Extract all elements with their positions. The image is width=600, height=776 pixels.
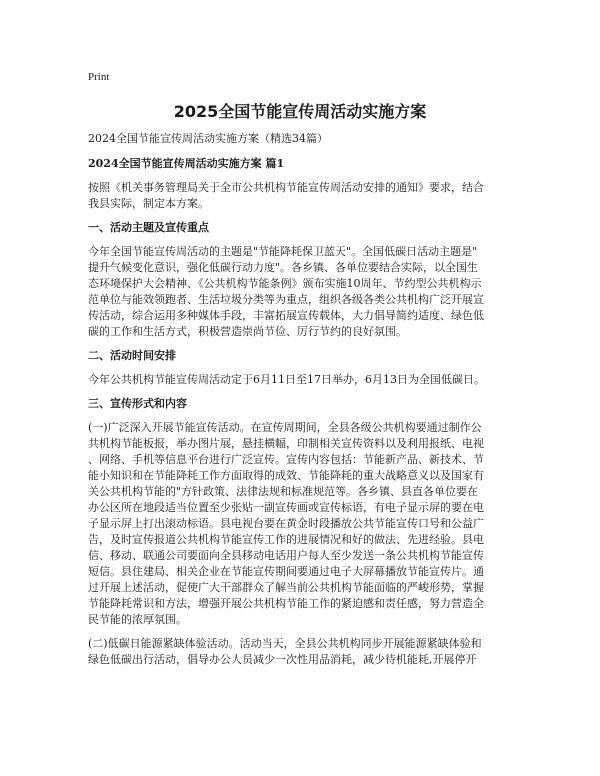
paragraph-line: 能小知识和在节能降耗工作方面取得的成效、节能降耗的重大战略意义以及国家有 <box>88 469 484 482</box>
paragraph-line: 信、移动、联通公司要面向全县移动电话用户每人至少发送一条公共机构节能宣传 <box>88 549 484 562</box>
section-paragraph <box>88 636 512 668</box>
paragraph-line: 范单位与能效领跑者、生活垃圾分类等为重点，组织各级各类公共机构广泛开展宣 <box>88 293 484 306</box>
document-subtitle: 2024全国节能宣传周活动实施方案（精选34篇） <box>88 132 328 145</box>
section-heading: 三、宣传形式和内容 <box>88 397 187 410</box>
section-heading: 二、活动时间安排 <box>88 349 176 362</box>
intro-line: 按照《机关事务管理局关于全市公共机构节能宣传周活动安排的通知》要求，结合 <box>88 181 484 194</box>
section-heading: 一、活动主题及宣传重点 <box>88 221 209 234</box>
paragraph-line: 共机构节能板报，举办图片展，悬挂横幅，印制相关宣传资料以及利用报纸、电视 <box>88 437 484 450</box>
paragraph-line: 过开展上述活动，促使广大干部群众了解当前公共机构节能面临的严峻形势，掌握 <box>88 581 484 594</box>
paragraph-line: 提升气候变化意识，强化低碳行动力度"。各乡镇、各单位要结合实际，以全国生 <box>88 261 479 274</box>
paragraph-line: 关公共机构节能的"方针政策、法律法规和标准规范等。各乡镇、县直各单位要在 <box>88 485 479 498</box>
paragraph-line: 绿色低碳出行活动，倡导办公人员减少一次性用品消耗，减少待机能耗,开展停开 <box>88 653 477 666</box>
paragraph-line: (一)广泛深入开展节能宣传活动。在宣传周期间，全县各级公共机构要通过制作公 <box>88 421 482 434</box>
paragraph-line: 今年全国节能宣传周活动的主题是"节能降耗保卫蓝天"。全国低碳日活动主题是" <box>88 245 478 258</box>
paragraph-line: 态环境保护大会精神、《公共机构节能条例》颁布实施10周年、节约型公共机构示 <box>88 277 482 290</box>
section-paragraph <box>88 420 512 628</box>
paragraph-line: 今年公共机构节能宣传周活动定于6月11日至17日举办，6月13日为全国低碳日。 <box>88 373 485 386</box>
paragraph-line: 碳的工作和生活方式，积极营造崇尚节俭、厉行节约的良好氛围。 <box>88 325 407 338</box>
section-paragraph <box>88 372 512 388</box>
page-title: 2025全国节能宣传周活动实施方案 <box>173 102 427 121</box>
section-paragraph <box>88 244 512 340</box>
paragraph-line: 告，及时宣传报道公共机构节能宣传工作的进展情况和好的做法、先进经验。县电 <box>88 533 484 546</box>
paragraph-line: 民节能的浓厚氛围。 <box>88 613 187 626</box>
paragraph-line: 传活动，综合运用多种媒体手段，丰富拓展宣传载体，大力倡导简约适度、绿色低 <box>88 309 484 322</box>
print-link[interactable]: Print <box>88 71 110 83</box>
intro-paragraph <box>88 180 512 212</box>
document-body <box>88 131 512 676</box>
paragraph-line: 办公区所在地段适当位置至少张贴一副宣传画或宣传标语，有电子显示屏的要在电 <box>88 501 484 514</box>
paragraph-line: (二)低碳日能源紧缺体验活动。活动当天，全县公共机构同步开展能源紧缺体验和 <box>88 637 482 650</box>
article-heading: 2024全国节能宣传周活动实施方案 篇1 <box>88 157 285 170</box>
paragraph-line: 子显示屏上打出滚动标语。县电视台要在黄金时段播放公共节能宣传口号和公益广 <box>88 517 484 530</box>
intro-line: 我县实际，制定本方案。 <box>88 197 209 210</box>
paragraph-line: 、网络、手机等信息平台进行广泛宣传。宣传内容包括：节能新产品、新技术、节 <box>88 453 484 466</box>
paragraph-line: 节能降耗常识和方法，增强开展公共机构节能工作的紧迫感和责任感，努力营造全 <box>88 597 484 610</box>
paragraph-line: 短信。县住建局、相关企业在节能宣传期间要通过电子大屏幕播放节能宣传片。通 <box>88 565 484 578</box>
